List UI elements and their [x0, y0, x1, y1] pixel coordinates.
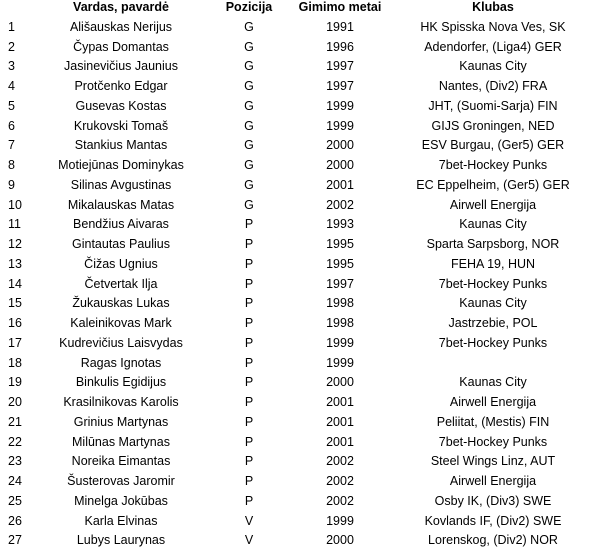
table-row: [0, 215, 600, 235]
player-name: Mikalauskas Matas: [67, 197, 175, 212]
player-club: Kovlands IF, (Div2) SWE: [424, 513, 562, 528]
table-row: [0, 38, 600, 58]
row-number: 15: [8, 296, 22, 311]
player-position: P: [244, 256, 254, 271]
row-number: 22: [8, 434, 22, 449]
row-number: 23: [8, 454, 22, 469]
row-number: 27: [8, 533, 22, 548]
player-birth-year: 2000: [326, 533, 354, 548]
row-number: 1: [8, 19, 15, 34]
player-position: V: [244, 513, 254, 528]
row-number: 8: [8, 158, 15, 172]
table-row: [0, 176, 600, 196]
player-club: Peliitat, (Mestis) FIN: [436, 414, 550, 429]
player-name: Jasinevičius Jaunius: [64, 59, 178, 74]
player-name: Kudrevičius Laisvydas: [59, 335, 183, 350]
table-row: [0, 235, 600, 255]
row-number: 2: [8, 39, 15, 54]
table-row: [0, 413, 600, 433]
table-row: [0, 531, 600, 551]
row-number: 4: [8, 79, 15, 93]
player-position: G: [244, 39, 254, 54]
row-number: 14: [8, 276, 22, 291]
table-row: [0, 18, 600, 38]
header-position: Pozicija: [225, 0, 273, 14]
player-birth-year: 2001: [326, 414, 354, 429]
player-position: G: [244, 138, 254, 153]
row-number: 18: [8, 355, 22, 370]
player-position: G: [244, 19, 254, 34]
player-position: G: [244, 177, 254, 192]
player-position: P: [244, 355, 254, 370]
player-position: P: [244, 296, 254, 311]
player-club: Steel Wings Linz, AUT: [430, 454, 556, 469]
header-club: Klubas: [472, 0, 514, 14]
player-birth-year: 1999: [326, 335, 354, 350]
roster-body: [0, 18, 600, 551]
player-name: Bendžius Aivaras: [73, 217, 169, 232]
row-number: 11: [8, 217, 21, 232]
player-club: FEHA 19, HUN: [450, 256, 536, 271]
player-name: Protčenko Edgar: [74, 79, 168, 93]
table-row: [0, 393, 600, 413]
row-number: 24: [8, 474, 22, 488]
row-number: 5: [8, 98, 15, 113]
row-number: 9: [8, 177, 15, 192]
player-position: P: [244, 335, 254, 350]
table-row: [0, 512, 600, 532]
player-name: Binkulis Egidijus: [75, 375, 167, 390]
player-club: Lorenskog, (Div2) NOR: [428, 533, 558, 548]
table-row: [0, 97, 600, 117]
player-birth-year: 1998: [326, 316, 354, 330]
player-position: P: [244, 434, 254, 449]
player-birth-year: 1997: [326, 79, 354, 93]
player-name: Ališauskas Nerijus: [69, 19, 173, 34]
player-birth-year: 1995: [326, 256, 354, 271]
player-birth-year: 1996: [326, 39, 354, 54]
header-name: Vardas, pavardė: [73, 0, 169, 14]
player-name: Lubys Laurynas: [76, 533, 166, 548]
row-number: 19: [8, 375, 22, 390]
player-position: G: [244, 118, 254, 133]
player-birth-year: 1997: [326, 276, 354, 291]
row-number: 12: [8, 237, 22, 251]
player-club: [386, 354, 600, 374]
player-birth-year: 2000: [326, 158, 354, 172]
player-club: EC Eppelheim, (Ger5) GER: [416, 177, 570, 192]
player-birth-year: 1998: [326, 296, 354, 311]
table-row: [0, 275, 600, 295]
player-birth-year: 1995: [326, 237, 354, 251]
player-name: Čižas Ugnius: [84, 256, 158, 271]
table-row: [0, 433, 600, 453]
player-birth-year: 1999: [326, 118, 354, 133]
player-name: Četvertak Ilja: [84, 276, 158, 291]
row-number: 17: [8, 335, 22, 350]
table-row: [0, 255, 600, 275]
player-birth-year: 2002: [326, 454, 354, 469]
player-name: Žukauskas Lukas: [72, 296, 170, 311]
player-birth-year: 1997: [326, 59, 354, 74]
table-row: [0, 294, 600, 314]
player-club: Airwell Energija: [449, 474, 537, 488]
player-name: Silinas Avgustinas: [70, 177, 172, 192]
player-birth-year: 1991: [326, 19, 354, 34]
table-row: [0, 136, 600, 156]
header-number: [0, 0, 38, 18]
player-club: Nantes, (Div2) FRA: [438, 79, 548, 93]
player-position: P: [244, 375, 254, 390]
table-row: [0, 452, 600, 472]
player-club: HK Spisska Nova Ves, SK: [420, 19, 566, 34]
table-row: [0, 354, 600, 374]
player-name: Noreika Eimantas: [71, 454, 171, 469]
player-position: G: [244, 79, 254, 93]
player-name: Čypas Domantas: [73, 39, 169, 54]
row-number: 16: [8, 316, 22, 330]
player-birth-year: 1993: [326, 217, 354, 232]
player-name: Stankius Mantas: [74, 138, 168, 153]
row-number: 10: [8, 197, 22, 212]
table-row: [0, 373, 600, 393]
player-position: G: [244, 59, 254, 74]
player-birth-year: 2001: [326, 434, 354, 449]
player-position: G: [244, 98, 254, 113]
table-row: [0, 472, 600, 492]
player-name: Gusevas Kostas: [75, 98, 167, 113]
player-club: JHT, (Suomi-Sarja) FIN: [428, 98, 558, 113]
player-birth-year: 1999: [326, 98, 354, 113]
table-row: [0, 156, 600, 176]
player-club: Airwell Energija: [449, 197, 537, 212]
player-club: Osby IK, (Div3) SWE: [434, 493, 552, 508]
player-club: Adendorfer, (Liga4) GER: [424, 39, 562, 54]
player-club: ESV Burgau, (Ger5) GER: [421, 138, 565, 153]
player-club: Jastrzebie, POL: [448, 316, 538, 330]
player-birth-year: 1999: [326, 513, 354, 528]
row-number: 21: [8, 414, 22, 429]
player-birth-year: 2001: [326, 395, 354, 409]
player-birth-year: 2002: [326, 474, 354, 488]
player-club: Kaunas City: [459, 296, 527, 311]
player-birth-year: 2001: [326, 177, 354, 192]
player-name: Kaleinikovas Mark: [70, 316, 172, 330]
player-position: P: [244, 474, 254, 488]
header-birth-year: Gimimo metai: [298, 0, 382, 14]
player-name: Grinius Martynas: [73, 414, 169, 429]
player-birth-year: 2000: [326, 138, 354, 153]
table-row: [0, 117, 600, 137]
player-name: Šusterovas Jaromir: [67, 474, 175, 488]
player-club: Kaunas City: [459, 59, 527, 74]
player-birth-year: 1999: [326, 355, 354, 370]
player-name: Karla Elvinas: [84, 513, 158, 528]
player-position: P: [244, 493, 254, 508]
table-row: [0, 492, 600, 512]
player-birth-year: 2002: [326, 493, 354, 508]
player-position: P: [244, 276, 254, 291]
player-club: 7bet-Hockey Punks: [438, 276, 548, 291]
player-club: Kaunas City: [459, 217, 527, 232]
row-number: 26: [8, 513, 22, 528]
player-position: G: [244, 158, 254, 172]
table-row: [0, 196, 600, 216]
player-club: Sparta Sarpsborg, NOR: [426, 237, 560, 251]
row-number: 7: [8, 138, 15, 153]
player-birth-year: 2000: [326, 375, 354, 390]
player-position: P: [244, 237, 254, 251]
player-position: P: [244, 395, 254, 409]
player-name: Ragas Ignotas: [80, 355, 162, 370]
table-row: [0, 77, 600, 97]
player-club: Airwell Energija: [449, 395, 537, 409]
player-position: G: [244, 197, 254, 212]
row-number: 6: [8, 118, 15, 133]
player-name: Krasilnikovas Karolis: [63, 395, 179, 409]
player-birth-year: 2002: [326, 197, 354, 212]
player-club: 7bet-Hockey Punks: [438, 158, 548, 172]
player-name: Milūnas Martynas: [72, 434, 170, 449]
player-position: P: [244, 217, 254, 232]
player-name: Krukovski Tomaš: [73, 118, 169, 133]
player-club: GIJS Groningen, NED: [431, 118, 555, 133]
player-position: P: [244, 316, 254, 330]
player-club: Kaunas City: [459, 375, 527, 390]
player-position: P: [244, 454, 254, 469]
row-number: 25: [8, 493, 22, 508]
player-position: V: [244, 533, 254, 548]
player-club: 7bet-Hockey Punks: [438, 434, 548, 449]
player-name: Motiejūnas Dominykas: [58, 158, 184, 172]
table-row: [0, 57, 600, 77]
player-name: Minelga Jokūbas: [74, 493, 168, 508]
player-position: P: [244, 414, 254, 429]
player-name: Gintautas Paulius: [72, 237, 170, 251]
row-number: 13: [8, 256, 22, 271]
table-row: [0, 314, 600, 334]
table-row: [0, 334, 600, 354]
row-number: 20: [8, 395, 22, 409]
player-club: 7bet-Hockey Punks: [438, 335, 548, 350]
header-row: [0, 0, 600, 18]
row-number: 3: [8, 59, 15, 74]
